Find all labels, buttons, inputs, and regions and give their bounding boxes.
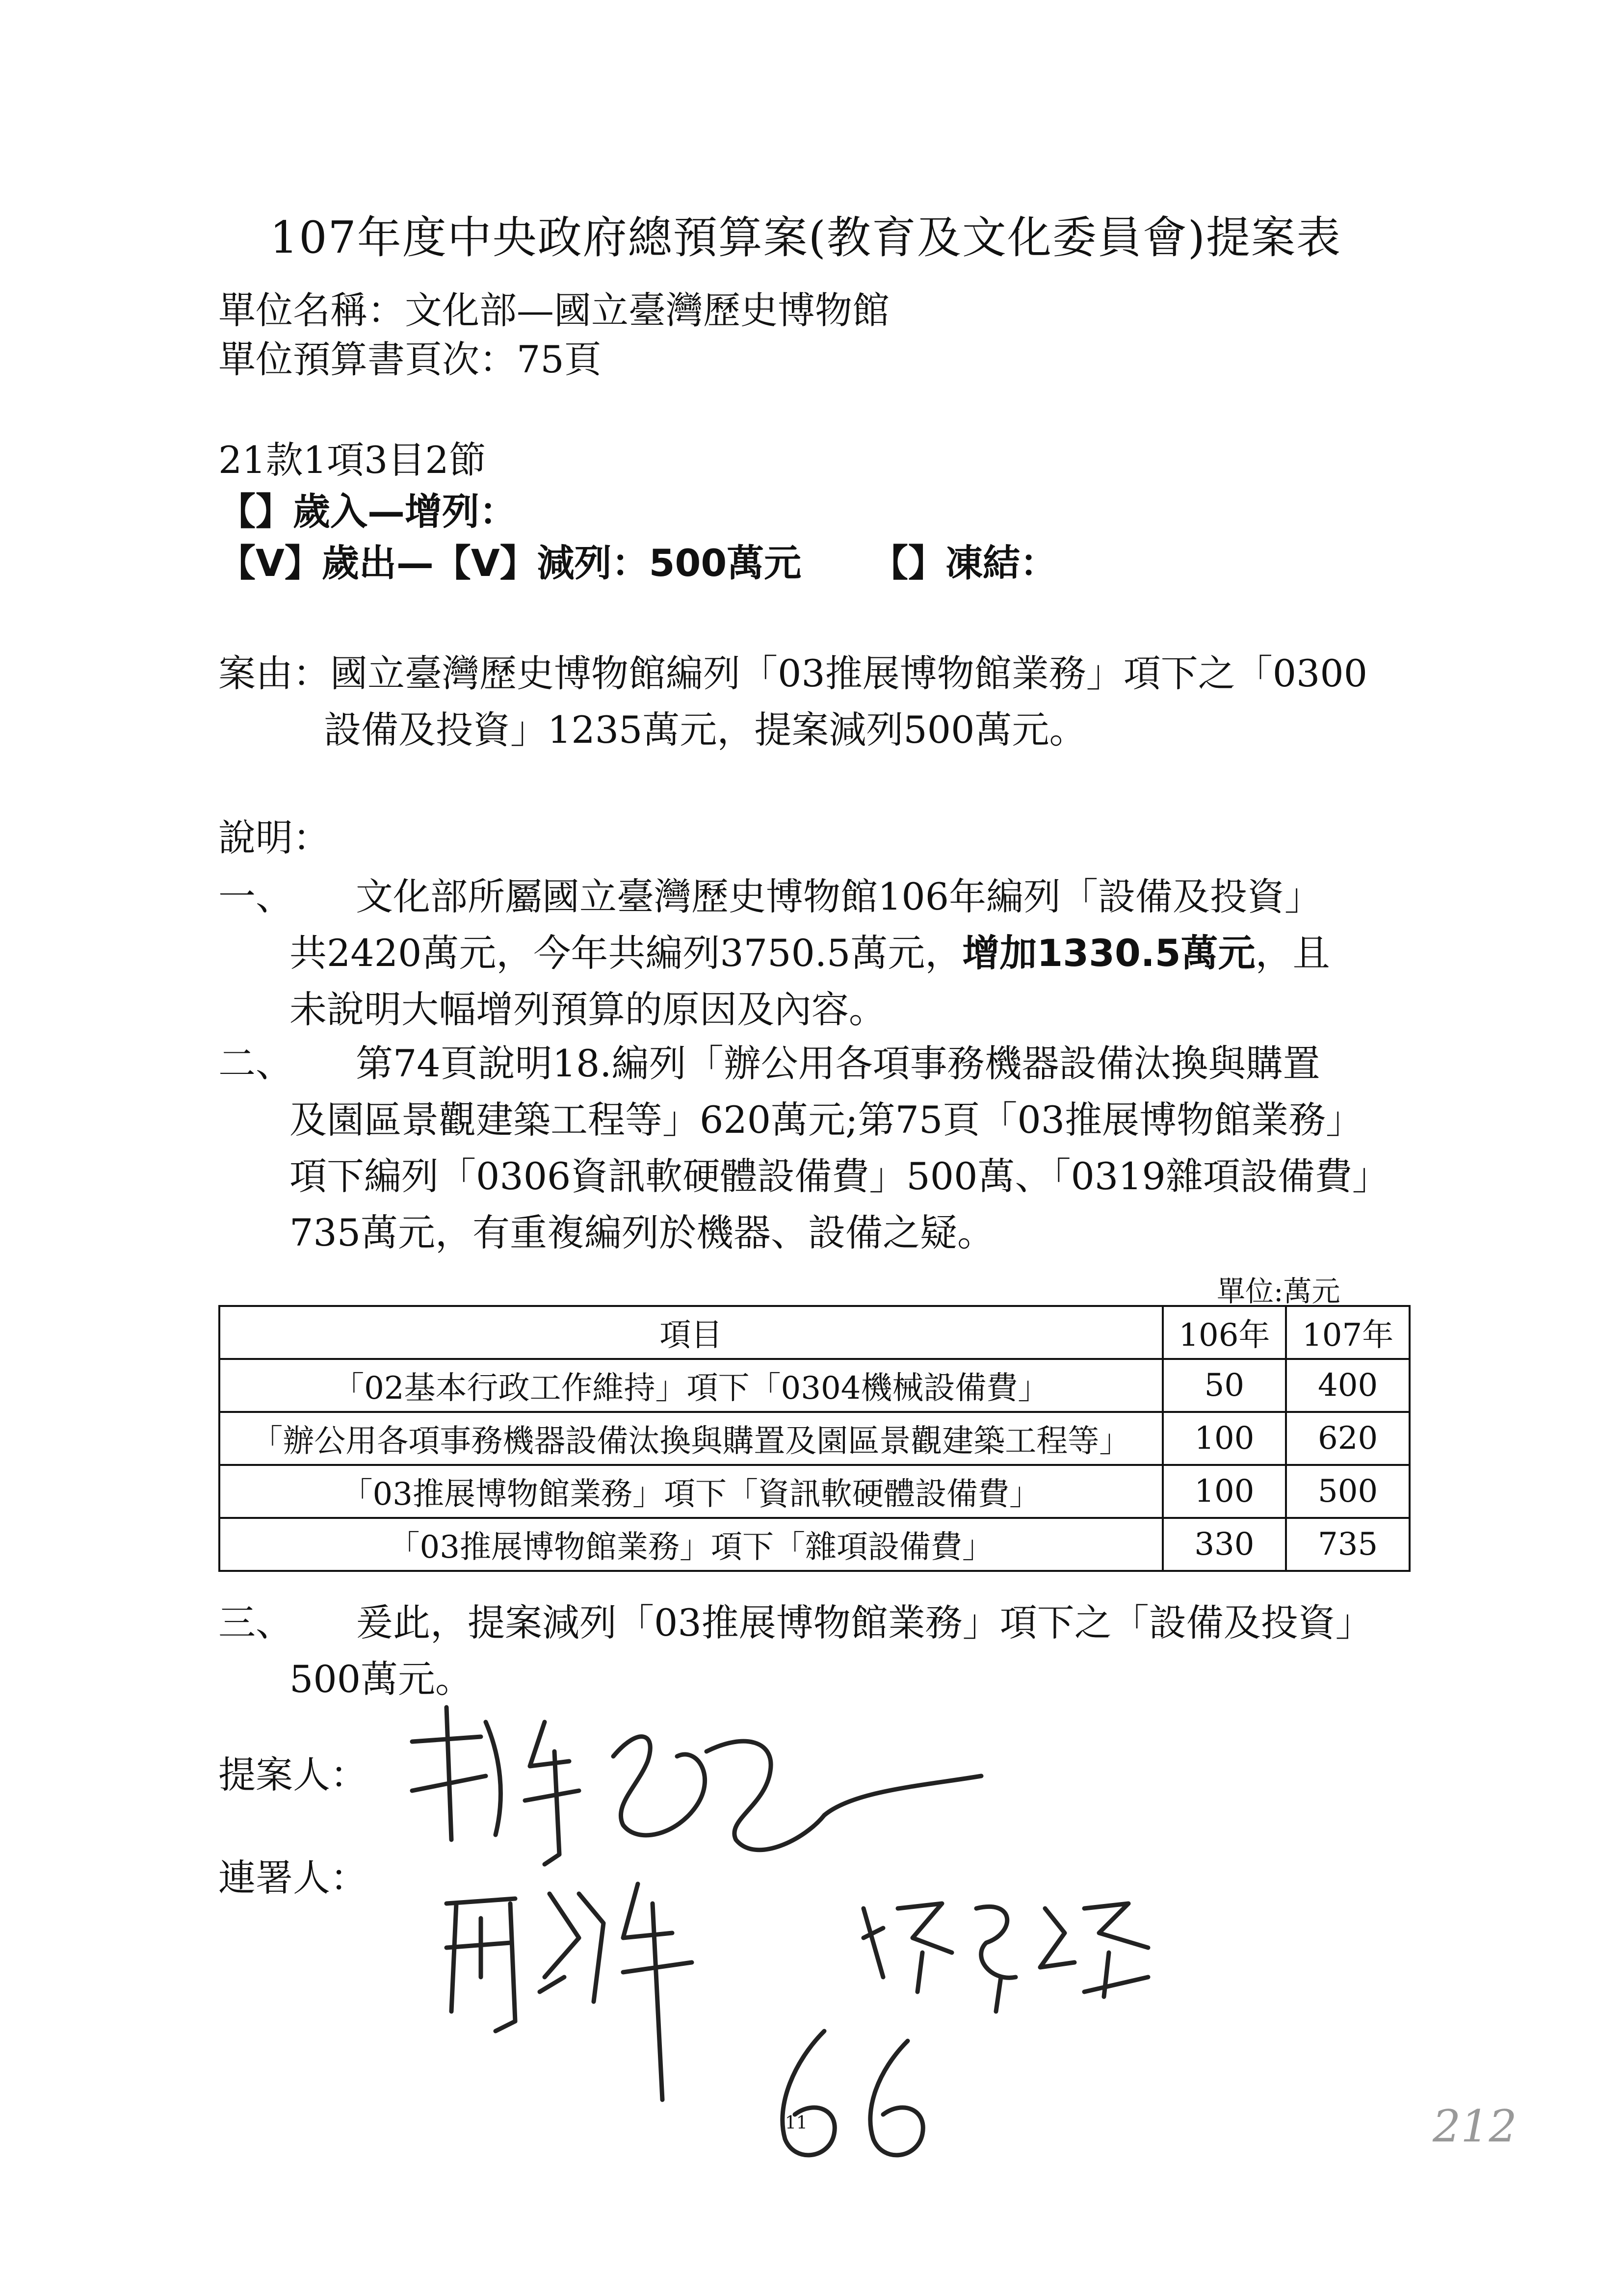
freeze-line: 【】凍結： bbox=[871, 541, 1057, 585]
account-line: 21款1項3目2節 bbox=[218, 438, 486, 482]
point-1-highlight: 增加1330.5萬元 bbox=[962, 931, 1256, 975]
handwritten-number-drawing bbox=[756, 2021, 932, 2168]
budget-page: 單位預算書頁次：75頁 bbox=[218, 338, 602, 381]
revenue-line: 【】歲入—增列： bbox=[218, 490, 517, 533]
point-1-line-2a: 共2420萬元，今年共編列3750.5萬元， bbox=[289, 931, 963, 975]
handwritten-number: 66 bbox=[775, 2054, 794, 2071]
row-107: 400 bbox=[1286, 1359, 1410, 1412]
table-unit: 單位:萬元 bbox=[1217, 1275, 1340, 1308]
row-item: 「02基本行政工作維持」項下「0304機械設備費」 bbox=[219, 1359, 1163, 1412]
row-106: 330 bbox=[1163, 1518, 1286, 1571]
expenditure-line: 【V】歲出—【V】減列：500萬元 bbox=[218, 541, 802, 585]
table-header-row bbox=[219, 1306, 1410, 1359]
cosigner-signature-1 bbox=[417, 1864, 736, 2110]
point-1-number: 一、 bbox=[218, 875, 293, 918]
point-1-line-1: 文化部所屬國立臺灣歷史博物館106年編列「設備及投資」 bbox=[356, 875, 1322, 918]
point-2-line-2: 及園區景觀建築工程等」620萬元;第75頁「03推展博物館業務」 bbox=[289, 1098, 1363, 1142]
document-title: 107年度中央政府總預算案(教育及文化委員會)提案表 bbox=[270, 212, 1342, 263]
header-item: 項目 bbox=[219, 1306, 1163, 1359]
point-3-line-1: 爰此，提案減列「03推展博物館業務」項下之「設備及投資」 bbox=[356, 1601, 1373, 1644]
row-106: 100 bbox=[1163, 1412, 1286, 1465]
table-row bbox=[219, 1465, 1410, 1518]
point-3-number: 三、 bbox=[218, 1601, 293, 1644]
point-2-number: 二、 bbox=[218, 1042, 293, 1085]
point-1-line-3: 未說明大幅增列預算的原因及內容。 bbox=[289, 988, 886, 1031]
point-1-line-2c: ，且 bbox=[1255, 931, 1330, 975]
budget-table bbox=[218, 1305, 1411, 1572]
header-107: 107年 bbox=[1286, 1306, 1410, 1359]
table-row bbox=[219, 1518, 1410, 1571]
case-line-1: 案由：國立臺灣歷史博物館編列「03推展博物館業務」項下之「0300 bbox=[218, 652, 1368, 695]
point-2-line-4: 735萬元，有重複編列於機器、設備之疑。 bbox=[289, 1211, 995, 1254]
point-3-line-2: 500萬元。 bbox=[289, 1657, 473, 1701]
proposer-label: 提案人： bbox=[218, 1753, 367, 1797]
point-2-line-1: 第74頁說明18.編列「辦公用各項事務機器設備汰換與購置 bbox=[356, 1042, 1320, 1085]
row-107: 735 bbox=[1286, 1518, 1410, 1571]
row-107: 620 bbox=[1286, 1412, 1410, 1465]
point-2-line-3: 項下編列「0306資訊軟硬體設備費」500萬、「0319雜項設備費」 bbox=[289, 1154, 1389, 1198]
margin-mark: 212 bbox=[1433, 2101, 1517, 2152]
cosigner-signature-2 bbox=[854, 1879, 1168, 2016]
row-item: 「辦公用各項事務機器設備汰換與購置及園區景觀建築工程等」 bbox=[219, 1412, 1163, 1465]
cosigner-label: 連署人： bbox=[218, 1856, 367, 1900]
row-106: 100 bbox=[1163, 1465, 1286, 1518]
unit-name: 單位名稱：文化部—國立臺灣歷史博物館 bbox=[218, 288, 890, 332]
point-1-line-2 bbox=[289, 931, 1330, 975]
row-106: 50 bbox=[1163, 1359, 1286, 1412]
table-row bbox=[219, 1412, 1410, 1465]
proposer-signature bbox=[383, 1678, 996, 1884]
explanation-heading: 說明： bbox=[218, 816, 330, 860]
header-106: 106年 bbox=[1163, 1306, 1286, 1359]
case-line-2: 設備及投資」1235萬元，提案減列500萬元。 bbox=[324, 708, 1087, 752]
table-row bbox=[219, 1359, 1410, 1412]
page-number: 11 bbox=[785, 2113, 808, 2133]
row-item: 「03推展博物館業務」項下「資訊軟硬體設備費」 bbox=[219, 1465, 1163, 1518]
row-107: 500 bbox=[1286, 1465, 1410, 1518]
row-item: 「03推展博物館業務」項下「雜項設備費」 bbox=[219, 1518, 1163, 1571]
